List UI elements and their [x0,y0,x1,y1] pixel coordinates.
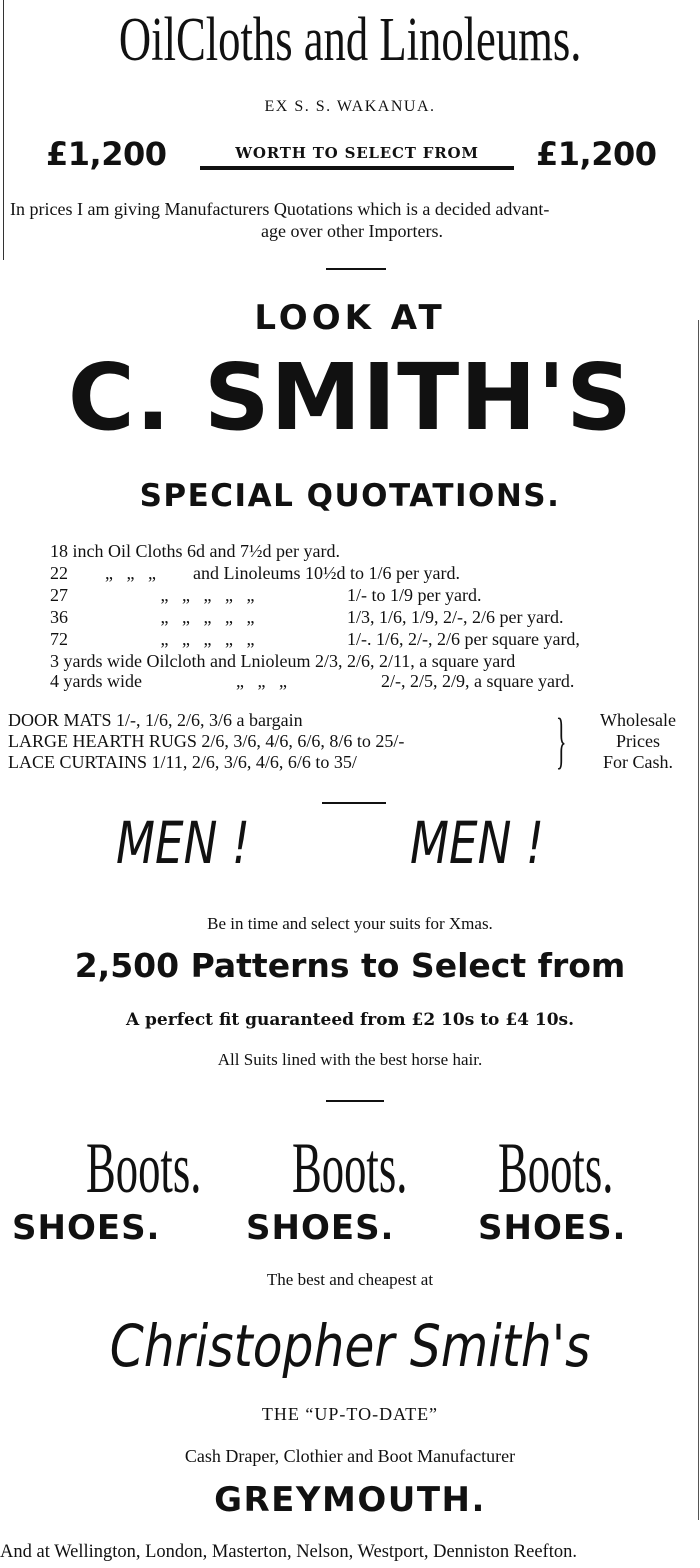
christopher-smiths-heading [0,1306,700,1386]
quotation-desc: 1/-. 1/6, 2/-, 2/6 per square yard, [347,629,580,649]
branches-line: And at Wellington, London, Masterton, Nelson, Westport, Denniston Reefton. [0,1542,577,1562]
trade-line: Cash Draper, Clothier and Boot Manufacturer [184,1446,516,1466]
men-left-text: MEN ! [116,809,250,877]
shoes-word: SHOES. [246,1208,395,1248]
ad-title-text: OilCloths and Linoleums. [118,6,582,74]
quotation-row [50,650,515,672]
quotation-desc: 2/-, 2/5, 2/9, a square yard. [380,671,575,691]
quotation-size: 18 [50,541,68,561]
ditto-marks: „ „ „ [236,671,287,691]
boots-word [498,1126,684,1210]
ship-name: EX S. S. WAKANUA. [264,98,436,115]
quotation-size: 3 [50,651,59,671]
quotation-size: 27 [50,585,68,605]
worth-underline [200,166,514,170]
boots-word [292,1126,478,1210]
wholesale-line: Prices [616,731,660,751]
wholesale-line: Wholesale [600,710,676,730]
smith-heading [0,344,700,451]
quotation-size: 4 [50,671,59,691]
men-right-text: MEN ! [410,809,544,877]
divider-3 [326,1100,384,1102]
quotation-desc: and Linoleums 10½d to 1/6 per yard. [193,563,460,583]
quotation-size: 36 [50,607,68,627]
fit-guarantee: A perfect fit guaranteed from £2 10s to £4 10s. [125,1010,575,1030]
suits-notice: Be in time and select your suits for Xmas. [207,914,493,933]
look-at-heading: LOOK AT [254,298,446,338]
wholesale-line: For Cash. [602,752,673,772]
ditto-marks: „ „ „ [105,563,156,583]
divider-1 [326,268,386,270]
hearth-rugs-line: LARGE HEARTH RUGS 2/6, 3/6, 4/6, 6/6, 8/6 to 25/- [8,731,405,751]
quotation-row [50,540,340,562]
ad-title [0,0,700,80]
price-right: £1,200 [536,135,657,173]
ditto-marks: „ „ „ „ „ [160,629,255,649]
greymouth-heading: GREYMOUTH. [214,1480,486,1520]
quotation-row [50,628,580,650]
lining-notice: All Suits lined with the best horse hair. [217,1050,483,1069]
quotation-desc: 1/- to 1/9 per yard. [347,585,482,605]
quotation-desc: yards wide Oilcloth and Lnioleum 2/3, 2/6, 2/11, a square yard [63,651,516,671]
lace-curtains-line: LACE CURTAINS 1/11, 2/6, 3/6, 4/6, 6/6 to 35/ [8,752,357,772]
up-to-date-line: THE “UP-TO-DATE” [261,1404,439,1424]
worth-label: WORTH TO SELECT FROM [235,144,479,162]
price-left: £1,200 [46,135,167,173]
door-mats-line: DOOR MATS 1/-, 1/6, 2/6, 3/6 a bargain [8,710,303,730]
intro-line-2: age over other Importers. [261,221,443,241]
smith-heading-text: C. SMITH'S [67,344,633,451]
special-quotations-heading: SPECIAL QUOTATIONS. [139,478,561,514]
quotation-desc: inch Oil Cloths 6d and 7½d per yard. [72,541,340,561]
divider-2 [322,802,386,804]
quotation-row [50,606,563,628]
boots-text: Boots. [292,1128,408,1208]
quotation-row [50,562,460,584]
boots-word [86,1126,272,1210]
curly-brace: } [556,707,567,775]
men-right [410,808,582,878]
patterns-heading: 2,500 Patterns to Select from [74,946,626,985]
quotation-row [50,670,574,692]
best-cheapest-line: The best and cheapest at [266,1270,434,1289]
ditto-marks: „ „ „ „ „ [160,607,255,627]
quotation-size: 22 [50,563,68,583]
quotation-row [50,584,481,606]
quotation-desc: yards wide [63,671,142,691]
shoes-word: SHOES. [478,1208,627,1248]
quotation-size: 72 [50,629,68,649]
shoes-word: SHOES. [12,1208,161,1248]
boots-text: Boots. [86,1128,202,1208]
quotation-desc: 1/3, 1/6, 1/9, 2/-, 2/6 per yard. [347,607,564,627]
men-left [116,808,288,878]
christopher-smiths-text: Christopher Smith's [109,1312,591,1380]
wholesale-note [582,710,694,773]
boots-text: Boots. [498,1128,614,1208]
intro-line-1: In prices I am giving Manufacturers Quotations which is a decided advant- [10,199,550,219]
ditto-marks: „ „ „ „ „ [160,585,255,605]
